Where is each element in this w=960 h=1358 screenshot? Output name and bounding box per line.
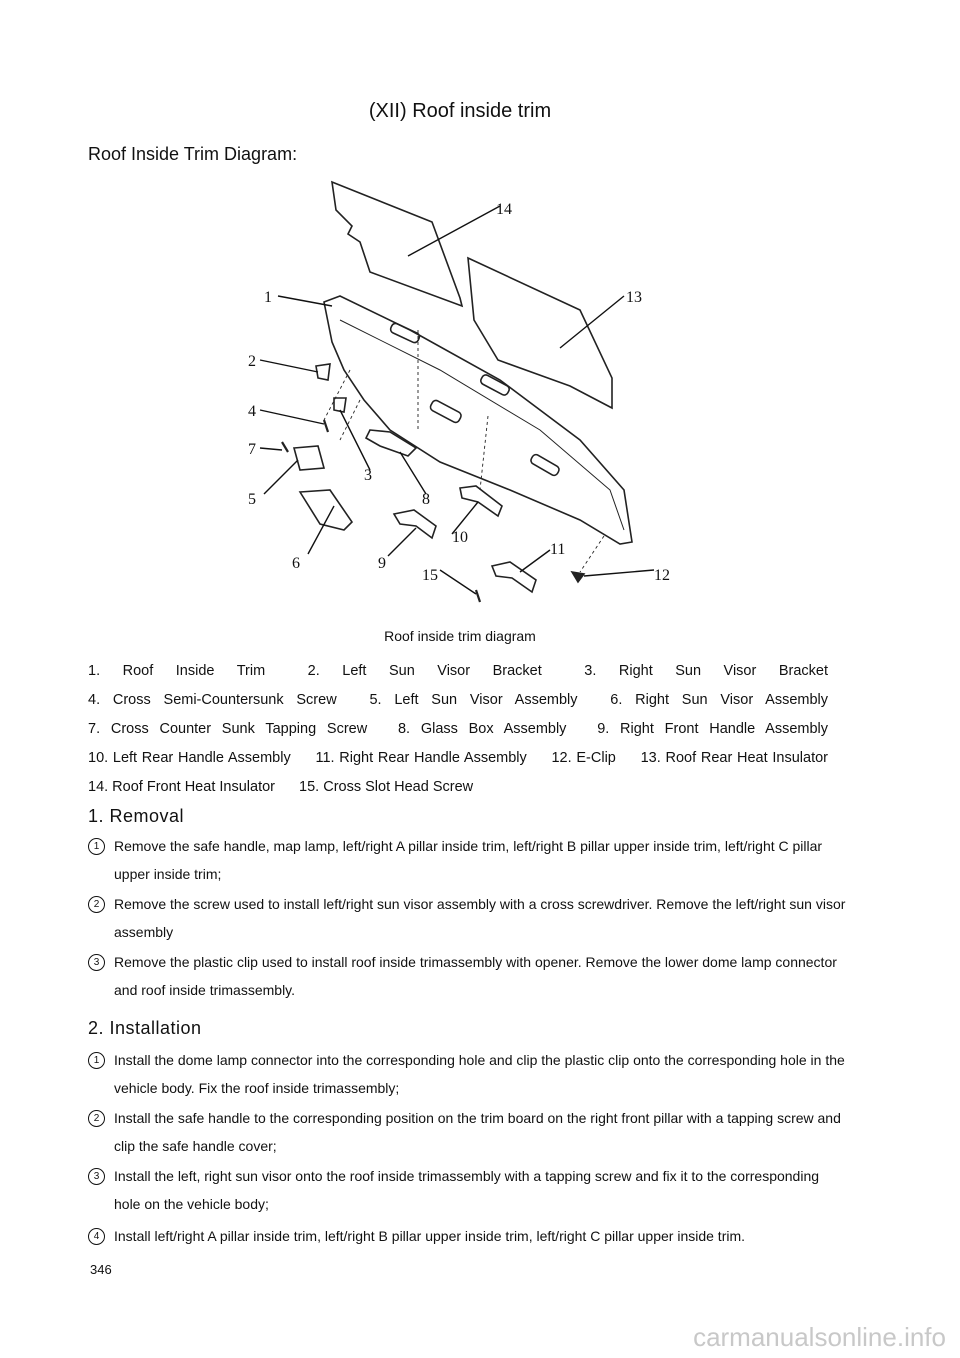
legend-item: 10. Left Rear Handle Assembly (88, 750, 291, 766)
callout-13: 13 (626, 289, 642, 306)
legend-item: 13. Roof Rear Heat Insulator (640, 750, 828, 766)
legend-item: 7. Cross Counter Sunk Tapping Screw (88, 721, 368, 737)
legend-item: 9. Right Front Handle Assembly (597, 721, 829, 737)
legend-item: 12. E-Clip (551, 750, 616, 766)
legend-item: 5. Left Sun Visor Assembly (369, 692, 578, 708)
right-front-handle-shape (394, 510, 436, 538)
callout-14: 14 (496, 201, 512, 218)
legend-item: 1. Roof Inside Trim (88, 663, 266, 679)
legend-item: 14. Roof Front Heat Insulator (88, 779, 275, 795)
legend-item: 3. Right Sun Visor Bracket (584, 663, 829, 679)
right-visor-shape (300, 490, 352, 530)
right-rear-handle-shape (492, 562, 536, 592)
removal-step (88, 832, 848, 888)
watermark: carmanualsonline.info (693, 1322, 946, 1352)
step-text: Install the safe handle to the corresponding position on the trim board on the right front pillar with a tapping screw and clip the safe handle cover; (114, 1110, 841, 1154)
installation-step (88, 1222, 848, 1250)
legend-item: 8. Glass Box Assembly (397, 721, 567, 737)
figure-caption: Roof inside trim diagram (384, 628, 536, 644)
page-title: (XII) Roof inside trim (368, 100, 552, 122)
step-number: 1 (88, 838, 105, 855)
removal-step (88, 948, 848, 1004)
callout-10: 10 (452, 529, 468, 546)
callout-7: 7 (248, 441, 256, 458)
step-number: 1 (88, 1052, 105, 1069)
step-number: 2 (88, 1110, 105, 1127)
left-visor-bracket-shape (316, 364, 330, 380)
legend-item: 2. Left Sun Visor Bracket (307, 663, 542, 679)
legend-item: 6. Right Sun Visor Assembly (610, 692, 828, 708)
step-number: 4 (88, 1228, 105, 1245)
callout-5: 5 (248, 491, 256, 508)
callout-9: 9 (378, 555, 386, 572)
removal-step (88, 890, 848, 946)
roof-trim-diagram (240, 170, 700, 610)
left-rear-handle-shape (460, 486, 502, 516)
step-text: Install left/right A pillar inside trim, left/right B pillar upper inside trim, left/right C pillar upper inside trim. (114, 1228, 746, 1244)
legend-item: 15. Cross Slot Head Screw (299, 779, 474, 795)
roof-trim-shape (324, 296, 632, 544)
callout-4: 4 (248, 403, 256, 420)
step-text: Remove the plastic clip used to install roof inside trimassembly with opener. Remove the lower dome lamp connector and roof inside trimassembly. (114, 954, 837, 998)
right-visor-bracket-shape (334, 398, 346, 412)
step-text: Install the left, right sun visor onto the roof inside trimassembly with a tapping screw and fix it to the corresponding hole on the vehicle body; (114, 1168, 820, 1212)
diagram-heading: Roof Inside Trim Diagram: (88, 144, 298, 164)
roof-trim-drawing (240, 170, 700, 610)
step-text: Remove the safe handle, map lamp, left/right A pillar inside trim, left/right B pillar upper inside trim, left/right C pillar upper inside trim; (114, 838, 823, 882)
installation-step (88, 1104, 848, 1160)
glass-box-shape (366, 430, 416, 456)
callout-1: 1 (264, 289, 272, 306)
callout-6: 6 (292, 555, 300, 572)
removal-heading: 1. Removal (88, 806, 185, 826)
left-visor-assembly-shape (294, 446, 324, 470)
step-number: 3 (88, 954, 105, 971)
step-text: Remove the screw used to install left/right sun visor assembly with a cross screwdriver. Remove the left/right sun visor assembly (114, 896, 846, 940)
installation-step (88, 1046, 848, 1102)
step-number: 3 (88, 1168, 105, 1185)
front-heat-insulator-shape (332, 182, 462, 306)
step-text: Install the dome lamp connector into the corresponding hole and clip the plastic clip onto the corresponding hole in the vehicle body. Fix the roof inside trimassembly; (114, 1052, 845, 1096)
callout-15: 15 (422, 567, 438, 584)
parts-legend (88, 657, 848, 802)
callout-12: 12 (654, 567, 670, 584)
legend-item: 11. Right Rear Handle Assembly (315, 750, 527, 766)
callout-2: 2 (248, 353, 256, 370)
callout-11: 11 (550, 541, 566, 558)
rear-heat-insulator-shape (468, 258, 612, 408)
installation-heading: 2. Installation (88, 1018, 202, 1038)
callout-3: 3 (364, 467, 372, 484)
installation-step (88, 1162, 848, 1218)
page-number: 346 (90, 1262, 112, 1277)
step-number: 2 (88, 896, 105, 913)
legend-item: 4. Cross Semi-Countersunk Screw (88, 692, 337, 708)
callout-8: 8 (422, 491, 430, 508)
